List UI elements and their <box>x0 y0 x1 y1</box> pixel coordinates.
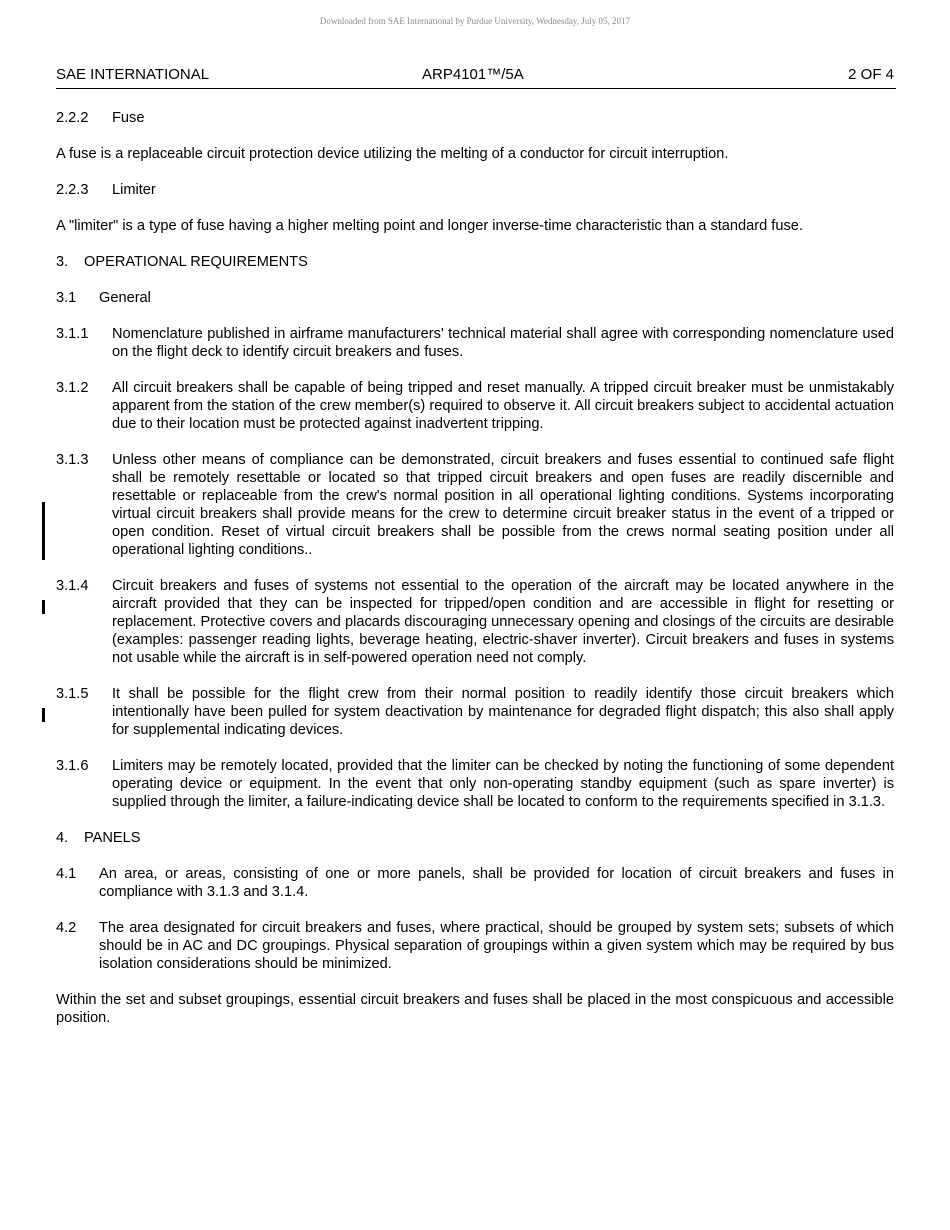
section-heading-4 <box>56 829 894 847</box>
requirement-3-1-5 <box>56 685 894 739</box>
requirement-text: Limiters may be remotely located, provided that the limiter can be checked by noting the functioning of some dependent operating device or equipment. In the event that only non-operating standby equipment (such as spare inverter) is supplied through the limiter, a failure-indicating device shall be located to conform to the requirements specified in 3.1.3. <box>112 758 894 810</box>
requirement-text: Circuit breakers and fuses of systems not essential to the operation of the aircraft may be located anywhere in the aircraft provided that they can be inspected for tripped/open condition and are accessible in flight for resetting or replacement. Protective covers and placards discouraging unnecessary opening and closings of the circuits are desirable (examples: passenger reading lights, beverage heating, electric-shaver inverter). Circuit breakers and fuses in systems not usable while the aircraft is in self-powered operation need not comply. <box>112 578 894 666</box>
section-number: 3. <box>56 254 69 270</box>
download-watermark: Downloaded from SAE International by Purdue University, Wednesday, July 05, 2017 <box>319 16 631 26</box>
header-organization: SAE INTERNATIONAL <box>56 66 210 83</box>
header-document-number: ARP4101™/5A <box>422 66 524 83</box>
section-heading-3 <box>56 253 894 271</box>
requirement-number: 4.1 <box>56 866 77 882</box>
paragraph-limiter: A "limiter" is a type of fuse having a higher melting point and longer inverse-time characteristic than a standard fuse. <box>56 218 803 234</box>
section-heading-2-2-2 <box>56 109 894 127</box>
requirement-text: All circuit breakers shall be capable of being tripped and reset manually. A tripped circuit breaker must be unmistakably apparent from the station of the crew member(s) required to observe it. All circuit breakers subject to accidental actuation due to their location must be protected against inadvertent tripping. <box>112 380 894 432</box>
requirement-number: 3.1.1 <box>56 326 89 342</box>
page-header <box>56 66 896 89</box>
section-title: General <box>99 290 151 306</box>
requirement-number: 3.1.4 <box>56 578 89 594</box>
requirement-text: Nomenclature published in airframe manufacturers' technical material shall agree with corresponding nomenclature used on the flight deck to identify circuit breakers and fuses. <box>112 326 894 360</box>
section-number: 2.2.2 <box>56 110 89 126</box>
requirement-text: The area designated for circuit breakers and fuses, where practical, should be grouped by system sets; subsets of which should be in AC and DC groupings. Physical separation of groupings within a given system which may be required by bus isolation considerations should be minimized. <box>99 920 894 972</box>
requirement-3-1-1 <box>56 325 894 361</box>
section-title: Fuse <box>112 110 145 126</box>
requirement-4-1 <box>56 865 894 901</box>
requirement-3-1-4 <box>56 577 894 667</box>
revision-bar <box>42 708 45 722</box>
requirement-3-1-2 <box>56 379 894 433</box>
paragraph-fuse: A fuse is a replaceable circuit protection device utilizing the melting of a conductor for circuit interruption. <box>56 146 729 162</box>
requirement-4-2 <box>56 919 894 973</box>
requirement-number: 3.1.5 <box>56 686 89 702</box>
requirement-text: An area, or areas, consisting of one or more panels, shall be provided for location of circuit breakers and fuses in compliance with 3.1.3 and 3.1.4. <box>99 866 894 900</box>
section-title: Limiter <box>112 182 156 198</box>
requirement-number: 3.1.6 <box>56 758 89 774</box>
section-title: OPERATIONAL REQUIREMENTS <box>84 254 308 270</box>
section-heading-2-2-3 <box>56 181 894 199</box>
requirement-text: Unless other means of compliance can be demonstrated, circuit breakers and fuses essential to continued safe flight shall be remotely resettable or located so that tripped circuit breakers and open fuses are readily discernible and resettable or replaceable from the crew's normal position in all operational lighting conditions. Systems incorporating virtual circuit breakers shall provide means for the crew to determine circuit breaker status in the event of a tripped or open condition. Reset of virtual circuit breakers shall be possible from the crews normal seating position under all operational lighting conditions.. <box>112 452 894 558</box>
requirement-number: 3.1.2 <box>56 380 89 396</box>
revision-bar <box>42 600 45 614</box>
requirement-number: 4.2 <box>56 920 77 936</box>
requirement-3-1-6 <box>56 757 894 811</box>
section-heading-3-1 <box>56 289 894 307</box>
revision-bar <box>42 502 45 560</box>
header-page-number: 2 OF 4 <box>848 66 894 83</box>
section-number: 4. <box>56 830 69 846</box>
requirement-number: 3.1.3 <box>56 452 89 468</box>
section-title: PANELS <box>84 830 141 846</box>
paragraph-groupings: Within the set and subset groupings, essential circuit breakers and fuses shall be placed in the most conspicuous and accessible position. <box>56 992 894 1026</box>
requirement-3-1-3 <box>56 451 894 559</box>
section-number: 2.2.3 <box>56 182 89 198</box>
section-number: 3.1 <box>56 290 77 306</box>
requirement-text: It shall be possible for the flight crew from their normal position to readily identify those circuit breakers which intentionally have been pulled for system deactivation by maintenance for degraded flight dispatch; this also shall apply for supplemental indicating devices. <box>112 686 894 738</box>
document-body <box>56 109 894 1045</box>
